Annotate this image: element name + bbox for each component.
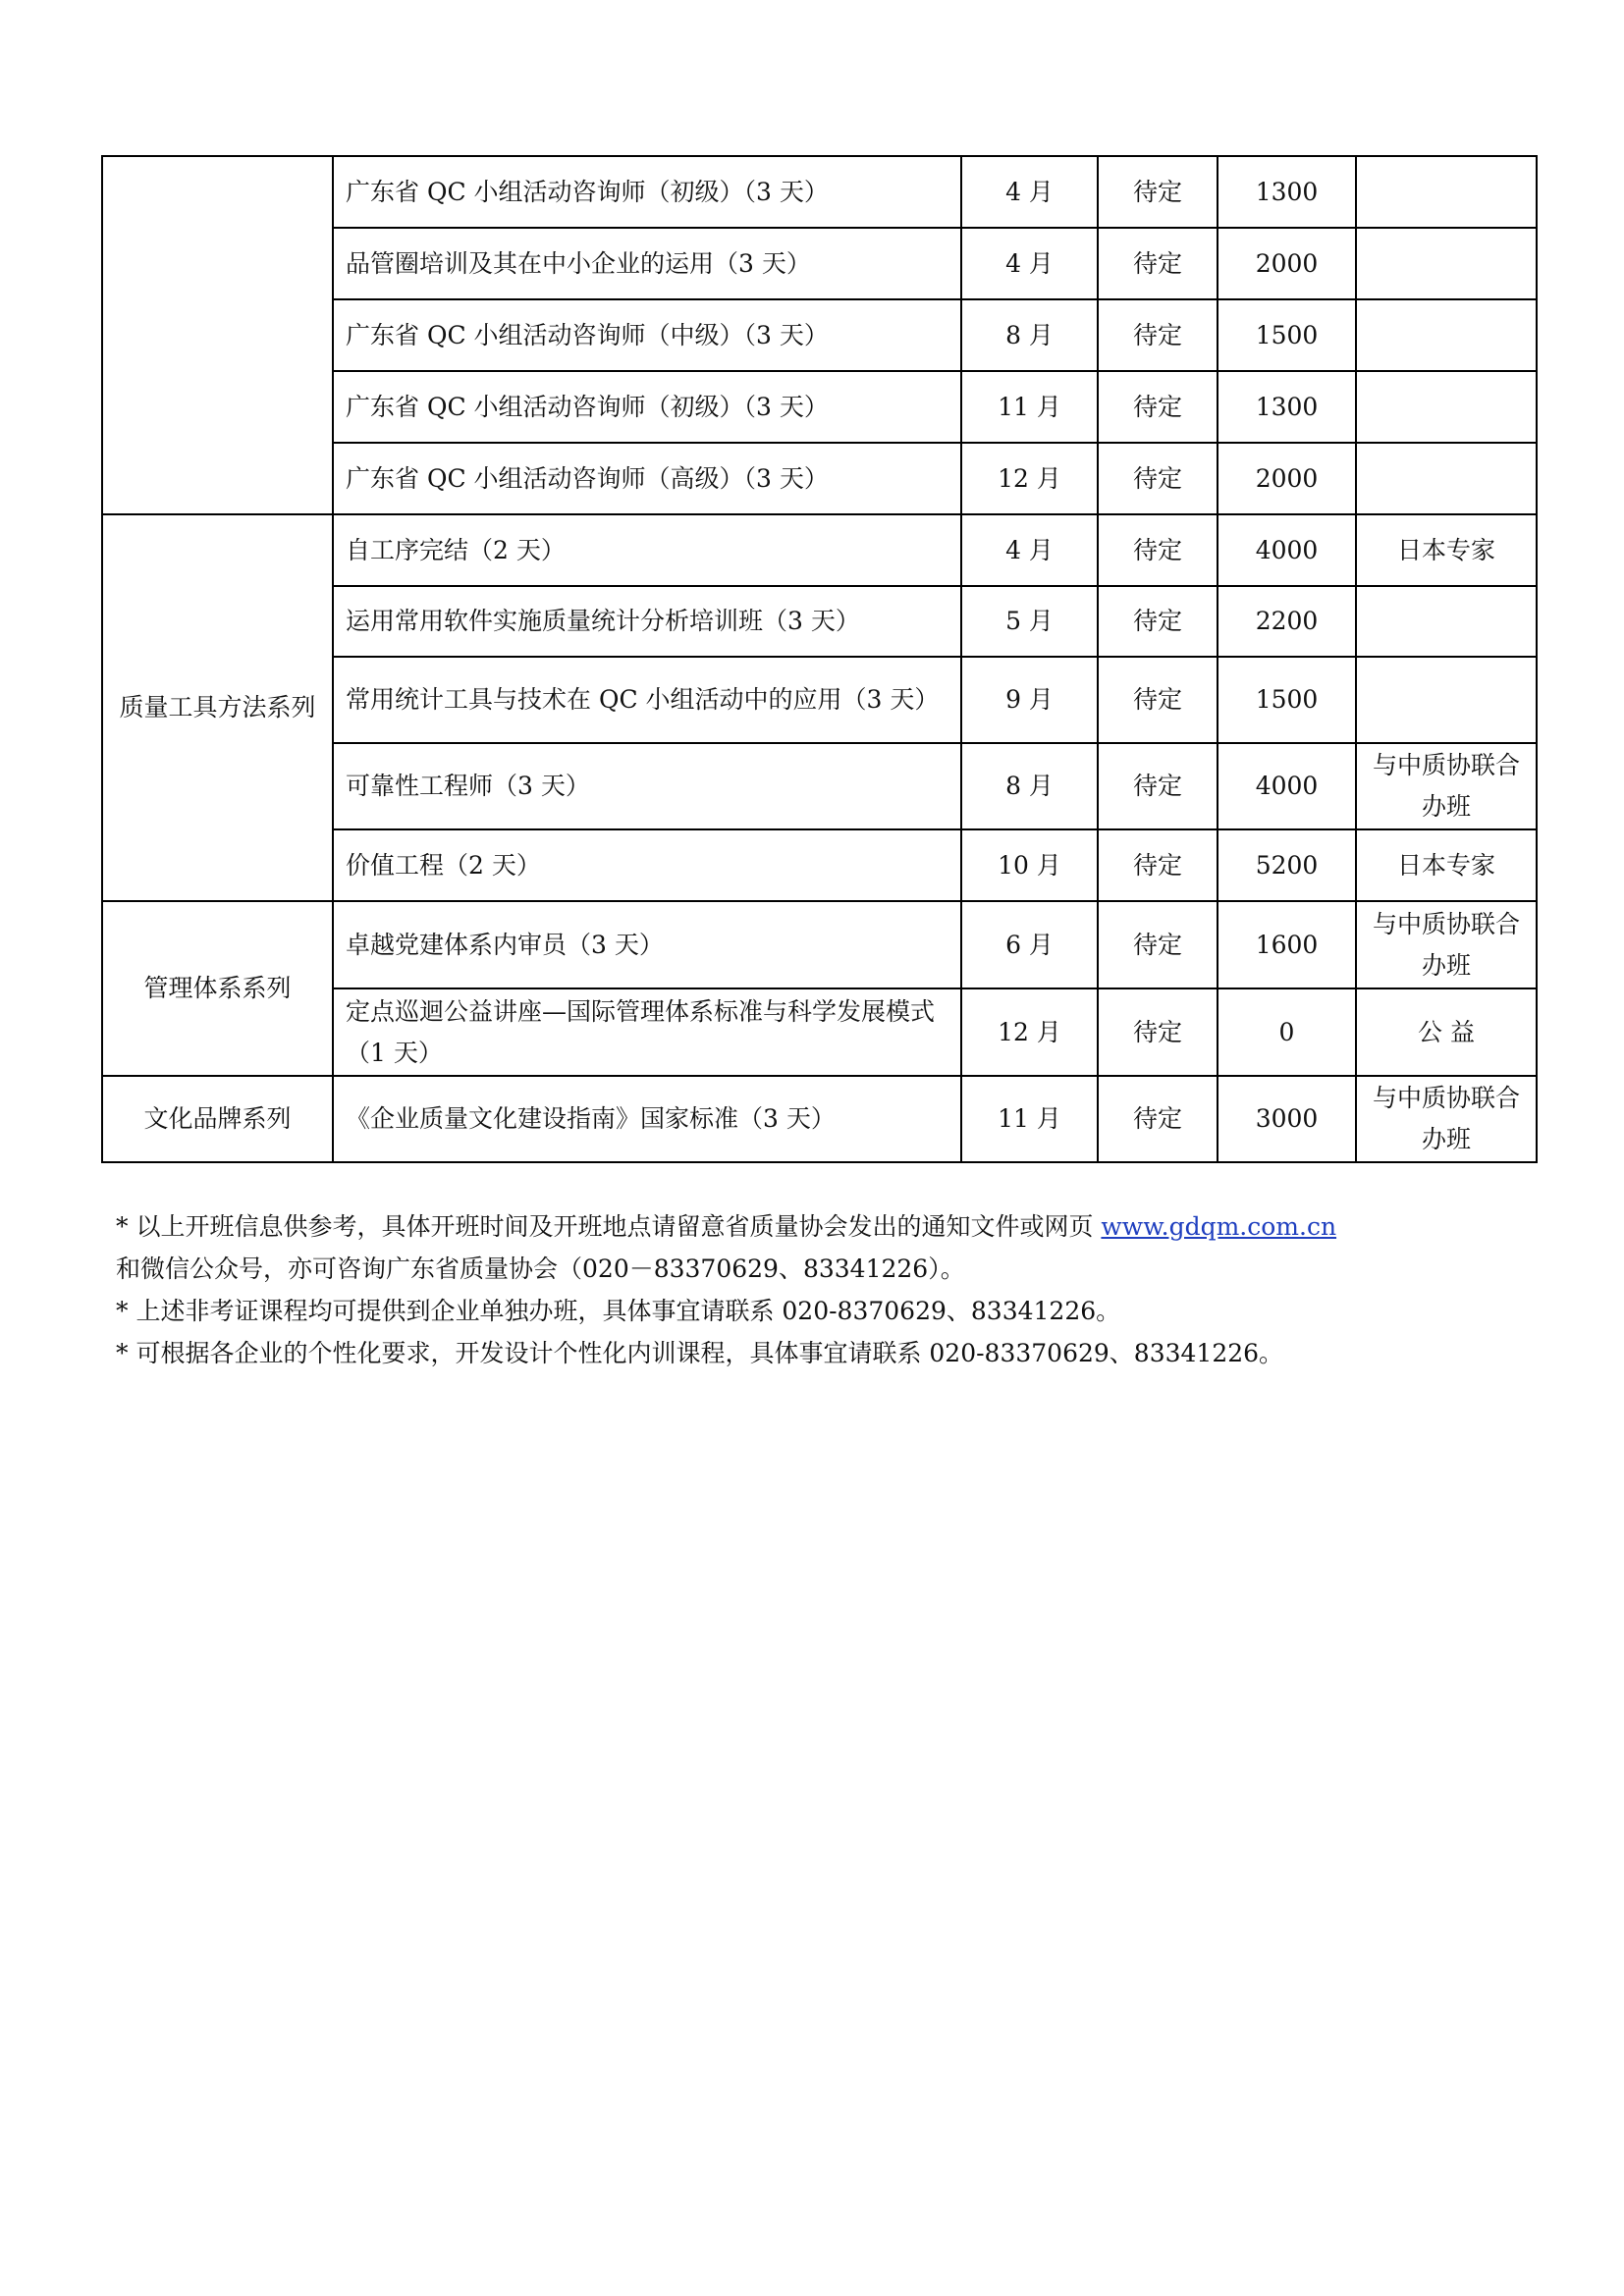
course-location: 待定 (1098, 1076, 1218, 1162)
course-name: 自工序完结（2 天） (333, 514, 961, 586)
course-schedule-table (101, 155, 1538, 1163)
series-cell-continued (102, 156, 333, 514)
course-fee: 2000 (1218, 443, 1356, 514)
course-location: 待定 (1098, 371, 1218, 443)
course-month: 11 月 (961, 371, 1098, 443)
course-name: 价值工程（2 天） (333, 829, 961, 901)
course-note (1356, 586, 1537, 657)
table-row (102, 901, 1537, 988)
course-location: 待定 (1098, 657, 1218, 743)
footnote-1-text: * 以上开班信息供参考，具体开班时间及开班地点请留意省质量协会发出的通知文件或网页 (116, 1212, 1094, 1241)
course-month: 11 月 (961, 1076, 1098, 1162)
course-month: 8 月 (961, 743, 1098, 829)
course-note (1356, 299, 1537, 371)
course-name: 广东省 QC 小组活动咨询师（中级）（3 天） (333, 299, 961, 371)
course-fee: 3000 (1218, 1076, 1356, 1162)
course-month: 8 月 (961, 299, 1098, 371)
footnote-1 (116, 1205, 1530, 1290)
course-note: 日本专家 (1356, 514, 1537, 586)
course-note (1356, 657, 1537, 743)
course-location: 待定 (1098, 156, 1218, 228)
course-month: 10 月 (961, 829, 1098, 901)
course-note: 与中质协联合办班 (1356, 901, 1537, 988)
course-location: 待定 (1098, 988, 1218, 1076)
course-name: 广东省 QC 小组活动咨询师（高级）（3 天） (333, 443, 961, 514)
course-location: 待定 (1098, 299, 1218, 371)
course-name: 广东省 QC 小组活动咨询师（初级）（3 天） (333, 156, 961, 228)
course-name: 《企业质量文化建设指南》国家标准（3 天） (333, 1076, 961, 1162)
course-note (1356, 443, 1537, 514)
course-name: 常用统计工具与技术在 QC 小组活动中的应用（3 天） (333, 657, 961, 743)
course-fee: 4000 (1218, 514, 1356, 586)
course-location: 待定 (1098, 514, 1218, 586)
course-fee: 2000 (1218, 228, 1356, 299)
course-name: 可靠性工程师（3 天） (333, 743, 961, 829)
course-fee: 1500 (1218, 657, 1356, 743)
course-note: 与中质协联合办班 (1356, 1076, 1537, 1162)
course-note (1356, 156, 1537, 228)
course-fee: 1500 (1218, 299, 1356, 371)
course-fee: 1300 (1218, 371, 1356, 443)
course-fee: 5200 (1218, 829, 1356, 901)
course-month: 12 月 (961, 988, 1098, 1076)
course-note: 日本专家 (1356, 829, 1537, 901)
course-location: 待定 (1098, 743, 1218, 829)
footnotes (116, 1205, 1530, 1374)
website-link[interactable]: www.gdqm.com.cn (1101, 1212, 1337, 1241)
course-month: 5 月 (961, 586, 1098, 657)
course-location: 待定 (1098, 901, 1218, 988)
course-location: 待定 (1098, 228, 1218, 299)
course-month: 9 月 (961, 657, 1098, 743)
course-name: 卓越党建体系内审员（3 天） (333, 901, 961, 988)
course-fee: 1300 (1218, 156, 1356, 228)
course-name: 广东省 QC 小组活动咨询师（初级）（3 天） (333, 371, 961, 443)
course-note (1356, 228, 1537, 299)
course-location: 待定 (1098, 443, 1218, 514)
table-row (102, 514, 1537, 586)
series-label-management-system: 管理体系系列 (102, 901, 333, 1076)
course-note: 公 益 (1356, 988, 1537, 1076)
course-month: 4 月 (961, 156, 1098, 228)
course-name: 品管圈培训及其在中小企业的运用（3 天） (333, 228, 961, 299)
course-name: 定点巡迴公益讲座—国际管理体系标准与科学发展模式（1 天） (333, 988, 961, 1076)
footnote-1-continuation: 和微信公众号，亦可咨询广东省质量协会（020－83370629、83341226）。 (116, 1255, 965, 1283)
course-note: 与中质协联合办班 (1356, 743, 1537, 829)
table-row (102, 156, 1537, 228)
series-label-culture-brand: 文化品牌系列 (102, 1076, 333, 1162)
course-month: 12 月 (961, 443, 1098, 514)
course-fee: 2200 (1218, 586, 1356, 657)
course-name: 运用常用软件实施质量统计分析培训班（3 天） (333, 586, 961, 657)
course-month: 4 月 (961, 514, 1098, 586)
table-row (102, 1076, 1537, 1162)
footnote-3: * 可根据各企业的个性化要求，开发设计个性化内训课程，具体事宜请联系 020-83370629、83341226。 (116, 1339, 1284, 1367)
course-note (1356, 371, 1537, 443)
course-fee: 4000 (1218, 743, 1356, 829)
course-fee: 0 (1218, 988, 1356, 1076)
course-month: 6 月 (961, 901, 1098, 988)
footnote-2: * 上述非考证课程均可提供到企业单独办班，具体事宜请联系 020-8370629、83341226。 (116, 1297, 1121, 1325)
course-location: 待定 (1098, 586, 1218, 657)
course-fee: 1600 (1218, 901, 1356, 988)
course-month: 4 月 (961, 228, 1098, 299)
course-location: 待定 (1098, 829, 1218, 901)
series-label-quality-tools: 质量工具方法系列 (102, 514, 333, 901)
